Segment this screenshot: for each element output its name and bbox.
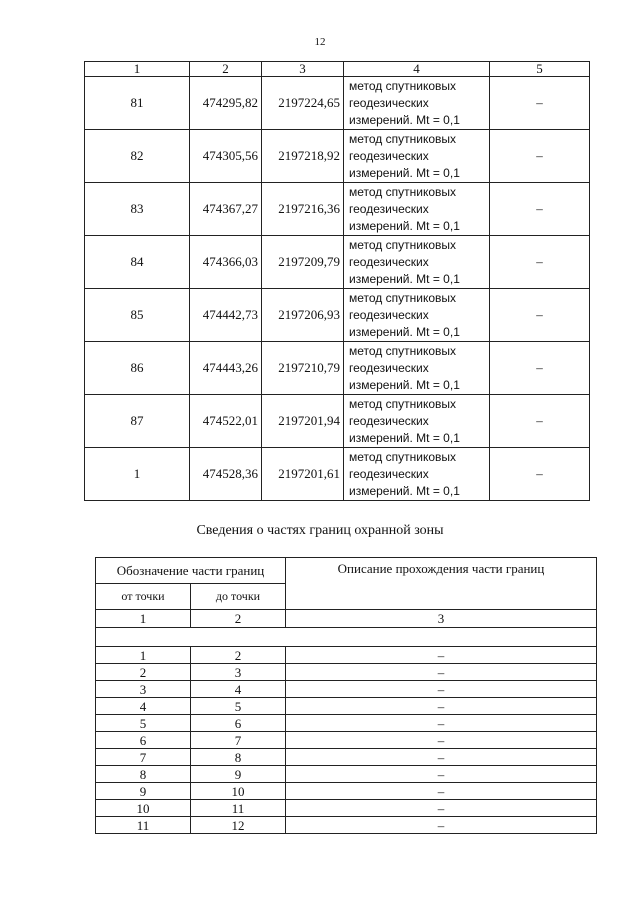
x-coordinate: 474442,73 [190, 289, 262, 342]
from-point: 8 [96, 766, 191, 783]
table-row [96, 749, 597, 766]
header-description: Описание прохождения части границ [286, 558, 597, 610]
method-cell [344, 236, 490, 289]
method-line: геодезических [349, 466, 429, 481]
note-cell: – [490, 77, 590, 130]
method-line: метод спутниковых [349, 131, 457, 146]
method-cell [344, 130, 490, 183]
table-row [96, 647, 597, 664]
from-point: 11 [96, 817, 191, 834]
to-point: 6 [191, 715, 286, 732]
y-coordinate: 2197216,36 [262, 183, 344, 236]
method-line: метод спутниковых [349, 237, 457, 252]
page-number: 12 [314, 36, 326, 48]
col-header-4: 4 [344, 62, 490, 77]
coordinates-table [84, 61, 590, 501]
from-point: 5 [96, 715, 191, 732]
y-coordinate: 2197218,92 [262, 130, 344, 183]
note-cell: – [490, 395, 590, 448]
method-line: измерений. Mt = 0,1 [349, 324, 460, 339]
table-row [96, 800, 597, 817]
part-description: – [286, 749, 597, 766]
method-cell [344, 448, 490, 501]
to-point: 11 [191, 800, 286, 817]
method-line: измерений. Mt = 0,1 [349, 430, 460, 445]
part-description: – [286, 766, 597, 783]
to-point: 12 [191, 817, 286, 834]
table-row [96, 664, 597, 681]
method-line: геодезических [349, 360, 429, 375]
from-point: 7 [96, 749, 191, 766]
method-line: геодезических [349, 307, 429, 322]
x-coordinate: 474522,01 [190, 395, 262, 448]
point-number: 86 [85, 342, 190, 395]
col-header-3: 3 [262, 62, 344, 77]
note-cell: – [490, 289, 590, 342]
method-line: измерений. Mt = 0,1 [349, 377, 460, 392]
col-header-2: 2 [190, 62, 262, 77]
section-title: Сведения о частях границ охранной зоны [196, 523, 444, 538]
to-point: 4 [191, 681, 286, 698]
method-cell [344, 395, 490, 448]
table-row [85, 395, 590, 448]
colnum-3: 3 [286, 610, 597, 628]
part-description: – [286, 715, 597, 732]
from-point: 6 [96, 732, 191, 749]
part-description: – [286, 783, 597, 800]
x-coordinate: 474366,03 [190, 236, 262, 289]
parts-header-row [96, 558, 597, 584]
point-number: 84 [85, 236, 190, 289]
table-row [85, 448, 590, 501]
part-description: – [286, 817, 597, 834]
method-line: геодезических [349, 148, 429, 163]
part-description: – [286, 681, 597, 698]
parts-colnum-row [96, 610, 597, 628]
to-point: 5 [191, 698, 286, 715]
point-number: 87 [85, 395, 190, 448]
table-row [96, 698, 597, 715]
table-row [96, 681, 597, 698]
method-line: геодезических [349, 201, 429, 216]
y-coordinate: 2197201,61 [262, 448, 344, 501]
y-coordinate: 2197201,94 [262, 395, 344, 448]
spacer-cell [96, 628, 597, 647]
method-line: измерений. Mt = 0,1 [349, 483, 460, 498]
to-point: 10 [191, 783, 286, 800]
parts-spacer-row [96, 628, 597, 647]
to-point: 7 [191, 732, 286, 749]
note-cell: – [490, 342, 590, 395]
method-line: геодезических [349, 254, 429, 269]
to-point: 2 [191, 647, 286, 664]
table-row [85, 289, 590, 342]
point-number: 81 [85, 77, 190, 130]
col-header-1: 1 [85, 62, 190, 77]
method-line: метод спутниковых [349, 290, 457, 305]
method-line: измерений. Mt = 0,1 [349, 271, 460, 286]
method-line: геодезических [349, 95, 429, 110]
to-point: 8 [191, 749, 286, 766]
from-point: 3 [96, 681, 191, 698]
point-number: 83 [85, 183, 190, 236]
method-line: метод спутниковых [349, 184, 457, 199]
table-row [96, 766, 597, 783]
x-coordinate: 474443,26 [190, 342, 262, 395]
method-line: метод спутниковых [349, 343, 457, 358]
part-description: – [286, 698, 597, 715]
note-cell: – [490, 236, 590, 289]
to-point: 3 [191, 664, 286, 681]
method-line: метод спутниковых [349, 78, 457, 93]
table-row [96, 732, 597, 749]
point-number: 82 [85, 130, 190, 183]
method-line: метод спутниковых [349, 396, 457, 411]
colnum-1: 1 [96, 610, 191, 628]
table-row [85, 77, 590, 130]
method-line: геодезических [349, 413, 429, 428]
part-description: – [286, 800, 597, 817]
table-row [85, 130, 590, 183]
y-coordinate: 2197224,65 [262, 77, 344, 130]
colnum-2: 2 [191, 610, 286, 628]
method-cell [344, 342, 490, 395]
y-coordinate: 2197206,93 [262, 289, 344, 342]
method-cell [344, 183, 490, 236]
part-description: – [286, 647, 597, 664]
table-row [85, 342, 590, 395]
coordinates-header-row [85, 62, 590, 77]
y-coordinate: 2197210,79 [262, 342, 344, 395]
header-to-point: до точки [191, 584, 286, 610]
y-coordinate: 2197209,79 [262, 236, 344, 289]
x-coordinate: 474528,36 [190, 448, 262, 501]
method-line: измерений. Mt = 0,1 [349, 218, 460, 233]
note-cell: – [490, 183, 590, 236]
table-row [96, 715, 597, 732]
boundary-parts-table [95, 557, 597, 834]
x-coordinate: 474295,82 [190, 77, 262, 130]
method-cell [344, 77, 490, 130]
method-line: метод спутниковых [349, 449, 457, 464]
header-from-point: от точки [96, 584, 191, 610]
point-number: 85 [85, 289, 190, 342]
note-cell: – [490, 448, 590, 501]
to-point: 9 [191, 766, 286, 783]
table-row [85, 236, 590, 289]
part-description: – [286, 732, 597, 749]
note-cell: – [490, 130, 590, 183]
x-coordinate: 474305,56 [190, 130, 262, 183]
table-row [85, 183, 590, 236]
from-point: 2 [96, 664, 191, 681]
x-coordinate: 474367,27 [190, 183, 262, 236]
table-row [96, 783, 597, 800]
method-cell [344, 289, 490, 342]
method-line: измерений. Mt = 0,1 [349, 165, 460, 180]
header-boundary-part: Обозначение части границ [96, 558, 286, 584]
from-point: 4 [96, 698, 191, 715]
part-description: – [286, 664, 597, 681]
from-point: 9 [96, 783, 191, 800]
table-row [96, 817, 597, 834]
col-header-5: 5 [490, 62, 590, 77]
from-point: 10 [96, 800, 191, 817]
from-point: 1 [96, 647, 191, 664]
method-line: измерений. Mt = 0,1 [349, 112, 460, 127]
point-number: 1 [85, 448, 190, 501]
